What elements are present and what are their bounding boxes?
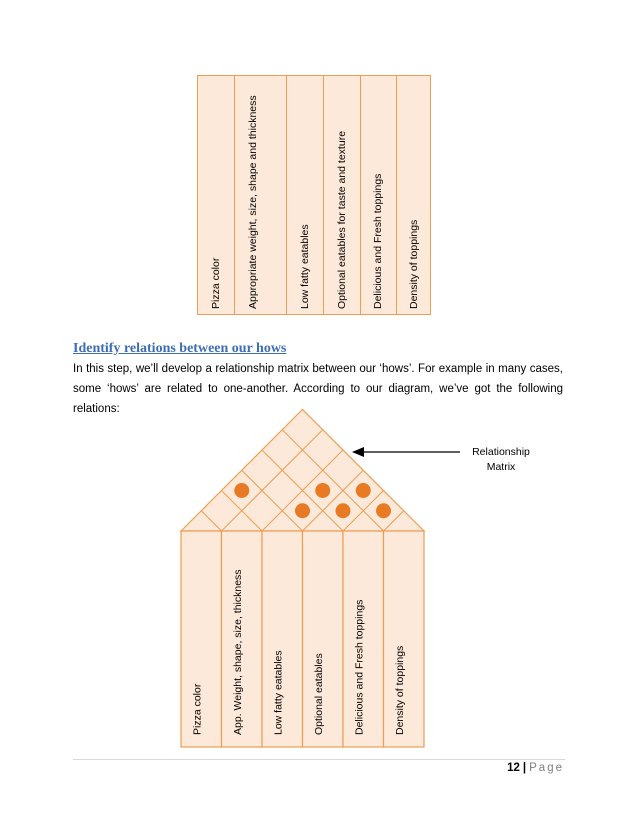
relation-dot <box>336 503 351 518</box>
hows-label: Delicious and Fresh toppings <box>372 173 384 309</box>
relation-dot <box>315 483 330 498</box>
hows-label: Low fatty eatables <box>298 224 311 309</box>
page-number <box>507 762 564 774</box>
section-heading: Identify relations between our hows <box>73 341 287 356</box>
relationship-label-line: Matrix <box>486 461 516 473</box>
house-column-label: App. Weight, shape, size, thickness <box>232 569 244 735</box>
arrow-head <box>352 447 364 457</box>
house-column-label: Low fatty eatables <box>272 650 285 735</box>
section-paragraph: In this step, we’ll develop a relationship matrix between our ‘hows’. For example in many cases, some ‘hows’ are related to one-another. According to our diagram, we’ve got the following relations: <box>73 363 563 415</box>
house-column-label: Pizza color <box>191 683 204 735</box>
page-number-value: 12 <box>507 762 520 774</box>
relationship-matrix-label <box>466 445 536 475</box>
house-columns <box>181 531 424 747</box>
hows-label: Optional eatables for taste and texture <box>335 130 348 309</box>
relationship-label-line: Relationship <box>472 446 530 458</box>
relation-dot <box>295 503 310 518</box>
page-separator: | <box>522 762 527 774</box>
relationship-arrow <box>352 447 460 457</box>
house-column-label: Density of toppings <box>394 645 406 735</box>
hows-label: Density of toppings <box>408 219 420 309</box>
hows-label: Appropriate weight, size, shape and thickness <box>246 95 259 309</box>
footer-divider <box>73 759 565 760</box>
relation-dot <box>234 483 249 498</box>
house-column-label: Optional eatables <box>313 653 325 735</box>
hows-label: Pizza color <box>209 257 222 309</box>
page-word: Page <box>529 762 564 774</box>
relation-dot <box>376 503 391 518</box>
relation-dot <box>356 483 371 498</box>
house-column-label: Delicious and Fresh toppings <box>353 599 366 735</box>
